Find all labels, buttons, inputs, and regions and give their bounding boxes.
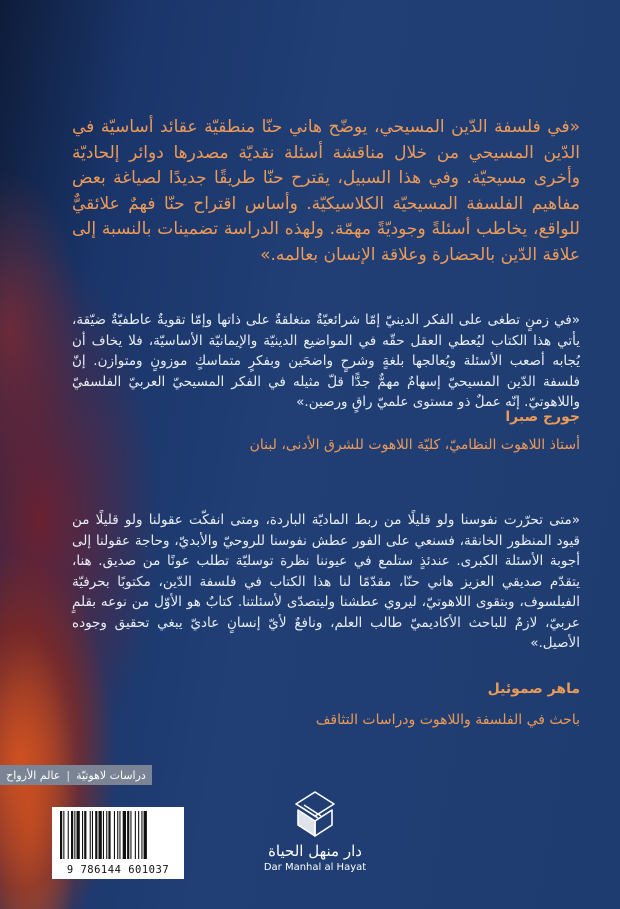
endorsement-text-1: «في زمنٍ تطغى على الفكر الدينيّ إمّا شرائعيّةٌ منغلقةٌ على ذاتها وإمّا تقويةٌ عاطفيّةٌ ضيّقة، يأتي هذا الكتاب ليُعطي العقل حقّه في المواضيع الدينيّة والإيمانيّة الأساسيّة، فلا يخاف أن يُجابه أصعب الأسئلة ويُعالجها بلغةٍ وشرحٍ واضحَين وبفكرٍ متماسكٍ موزونٍ ومتوازن. إنّ فلسفة الدّين المسيحيّ إسهامٌ مهمٌّ جدًّا قلّ مثيله في الفكر المسيحيّ العربيّ الفلسفيّ واللاهوتيّ. إنّه عملٌ ذو مستوى علميّ راقٍ ورصين.» <box>72 312 580 410</box>
series-separator: | <box>66 768 71 782</box>
main-quote: «في فلسفة الدّين المسيحي، يوضّح هاني حنّا منطقيّة عقائد أساسيّة في الدّين المسيحي من خلال مناقشة أسئلة نقديّة مصدرها دوائر إلحاديّة وأخرى مسيحيّة. وفي هذا السبيل، يقترح حنّا طريقًا جديدًا لصياغة بعض مفاهيم الفلسفة المسيحيّة الكلاسيكيّة. وأساس اقتراح حنّا فهمٌ علائقيٌّ للواقع، يخاطب أسئلةً وجوديّةً مهمّة. ولهذه الدراسة تضمينات بالنسبة إلى علاقة الدّين بالحضارة وعلاقة الإنسان بعالمه.» <box>72 117 580 265</box>
series-second: عالم الأرواح <box>6 768 61 782</box>
barcode <box>52 807 184 879</box>
series-label <box>0 765 152 785</box>
series-first: دراسات لاهوتيّة <box>76 768 146 782</box>
endorsement-author-title-1: أستاذ اللاهوت النظاميّ، كليّة اللاهوت للشرق الأدنى، لبنان <box>249 437 580 453</box>
barcode-bars <box>58 811 178 861</box>
endorsement-author-2: ماهر صموئيل <box>487 681 580 697</box>
endorsement-author-1: جورج صبرا <box>505 409 580 425</box>
isbn-number: 9 786144 601037 <box>66 864 170 876</box>
publisher-name-arabic: دار منهل الحياة <box>268 842 362 860</box>
book-stack-icon <box>288 790 342 840</box>
publisher-name-english: Dar Manhal al Hayat <box>263 862 367 873</box>
endorsement-author-title-2: باحث في الفلسفة واللاهوت ودراسات التثاقف <box>315 712 580 728</box>
publisher-logo <box>260 790 370 890</box>
endorsement-text-2: «متى تحرّرت نفوسنا ولو قليلًا من ربط الماديّة الباردة، ومتى انفكّت عقولنا ولو قليلًا من قيود المنظور الخانقة، فسنعي على الفور عطش نفوسنا للروحيّ والأبديّ، وحاجة عقولنا إلى أجوبة الأسئلة الكبرى. عندئذٍ ستلمع في عيوننا نظرة توسليّة تطلب عونًا من صديق. هنا، يتقدّم صديقي العزيز هاني حنّا، مقدّمًا لنا هذا الكتاب في فلسفة الدّين، مكتوبًا بحرفيّة الفيلسوف، وبتقوى اللاهوتيّ، ليروي عطشنا وليتصدّى لأسئلتنا. كتابٌ هو الأوّل من نوعه بقلمٍ عربيّ، لازمٌ للباحث الأكاديميّ طالب العلم، ونافعٌ لأيّ إنسانٍ عاديّ يبغي تحقيق وجوده الأصيل.» <box>72 512 580 651</box>
